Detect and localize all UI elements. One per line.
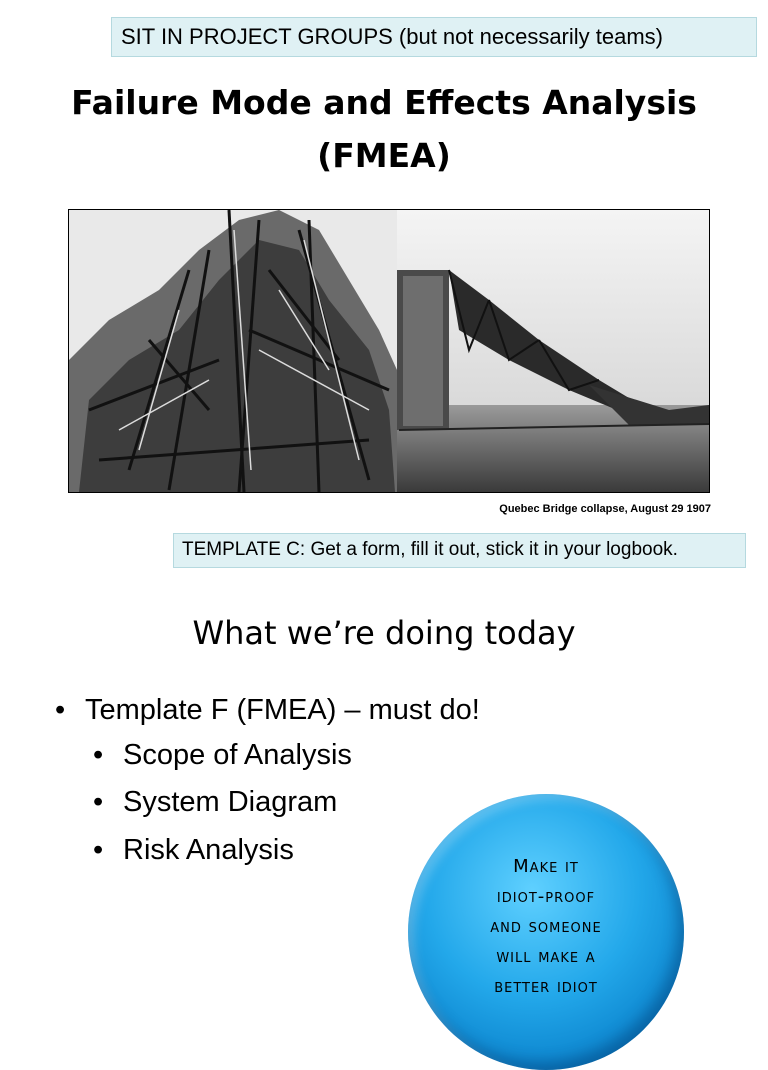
section-heading: What we’re doing today xyxy=(192,614,576,652)
bullet-sub-3 xyxy=(93,830,294,870)
bullet-marker: • xyxy=(55,694,66,726)
badge-line: idiot-proof xyxy=(496,886,596,907)
top-note-text: SIT IN PROJECT GROUPS (but not necessarily teams) xyxy=(121,24,664,49)
template-note-text: TEMPLATE C: Get a form, fill it out, stick it in your logbook. xyxy=(182,539,678,560)
bullet-sub-2 xyxy=(93,782,337,822)
badge-text xyxy=(408,852,684,1002)
bullet-sub-text: Scope of Analysis xyxy=(123,739,352,771)
bridge-collapse-image xyxy=(69,210,709,492)
bridge-collapse-photo xyxy=(68,209,710,493)
badge-line: and someone xyxy=(490,916,602,937)
bullet-marker: • xyxy=(93,786,104,818)
bullet-sub-text: Risk Analysis xyxy=(123,834,294,866)
idiot-proof-badge xyxy=(408,794,684,1070)
badge-line: better idiot xyxy=(494,976,598,997)
bullet-sub-1 xyxy=(93,735,352,775)
bullet-sub-text: System Diagram xyxy=(123,786,338,818)
slide-title-line1: Failure Mode and Effects Analysis xyxy=(71,83,697,122)
bullet-main-text: Template F (FMEA) – must do! xyxy=(85,694,480,726)
template-note-box xyxy=(173,533,746,568)
badge-line: Make it xyxy=(513,856,579,877)
badge-line: will make a xyxy=(496,946,596,967)
photo-caption: Quebec Bridge collapse, August 29 1907 xyxy=(499,503,711,515)
bullet-main xyxy=(55,690,480,730)
slide-title-line2: (FMEA) xyxy=(317,136,451,175)
top-note-box xyxy=(111,17,757,57)
bullet-marker: • xyxy=(93,834,104,866)
bullet-marker: • xyxy=(93,739,104,771)
